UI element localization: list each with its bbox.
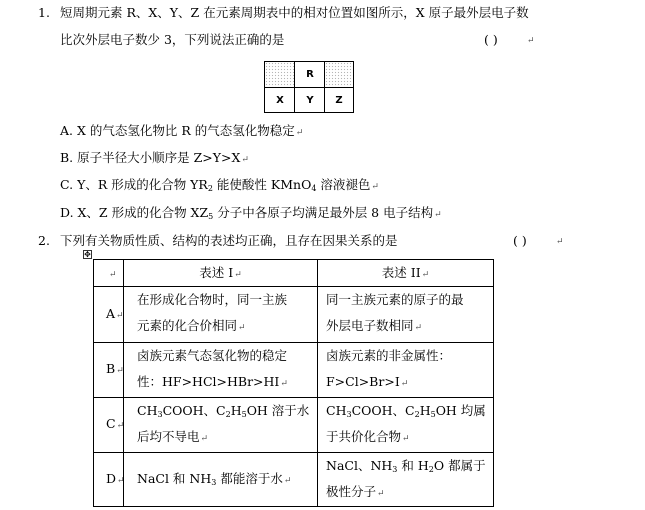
row-a-statement-1: 在形成化合物时，同一主族 元素的化合价相同↵	[137, 292, 288, 333]
row-b-statement-2: 卤族元素的非金属性： F>Cl>Br>I↵	[326, 348, 452, 389]
row-label-c: C↵	[106, 416, 125, 431]
row-c-statement-1: $CH_3COOH$、$C_2H_5OH$ 溶于水 后均不导电↵	[137, 403, 310, 444]
grid-cell-empty	[325, 62, 353, 88]
q2-answer-paren: ( )	[513, 233, 527, 248]
q1-stem-line2: 比次外层电子数少 3，下列说法正确的是	[60, 32, 285, 47]
grid-divider	[265, 87, 353, 88]
q1-answer-paren: ( )	[484, 32, 498, 47]
row-a-statement-2: 同一主族元素的原子的最 外层电子数相同↵	[326, 292, 464, 333]
row-b-statement-1: 卤族元素气态氢化物的稳定 性：HF>HCl>HBr>HI↵	[137, 348, 288, 389]
q2-table	[93, 259, 494, 507]
row-c-statement-2: $CH_3COOH$、$C_2H_5OH$ 均属 于共价化合物↵	[326, 403, 486, 444]
grid-cell-empty	[265, 62, 295, 88]
q2-stem: 下列有关物质性质、结构的表述均正确，且存在因果关系的是	[60, 233, 398, 248]
q1-number: 1.	[38, 5, 50, 20]
q1-option-c: C. Y、R 形成的化合物 $YR_2$ 能使酸性 KMnO$_4$ 溶液褪色↵	[60, 177, 379, 193]
header-corner-mark: ↵	[109, 270, 117, 280]
periodic-position-grid	[264, 61, 354, 113]
paragraph-mark: ↵	[556, 237, 564, 247]
grid-cell-y: Y	[306, 95, 314, 106]
row-d-statement-1: NaCl 和 $NH_3$ 都能溶于水↵	[137, 471, 292, 487]
q1-stem-line1: 短周期元素 R、X、Y、Z 在元素周期表中的相对位置如图所示，X 原子最外层电子数	[60, 5, 529, 20]
q1-option-a: A. X 的气态氢化物比 R 的气态氢化物稳定↵	[60, 123, 304, 138]
grid-cell-x: X	[276, 95, 284, 106]
row-d-statement-2: NaCl、$NH_3$ 和 $H_2O$ 都属于 极性分子↵	[326, 458, 486, 499]
grid-cell-z: Z	[335, 95, 343, 106]
row-label-b: B↵	[106, 361, 124, 376]
table-header-statement-2: 表述 II↵	[381, 265, 430, 280]
table-divider	[317, 260, 318, 506]
row-label-d: D↵	[106, 471, 125, 486]
row-label-a: A↵	[106, 306, 124, 321]
grid-cell-r: R	[306, 69, 314, 80]
q1-option-b: B. 原子半径大小顺序是 Z>Y>X↵	[60, 150, 249, 165]
q1-option-d: D. X、Z 形成的化合物 $XZ_5$ 分子中各原子均满足最外层 8 电子结构↵	[60, 205, 442, 221]
paragraph-mark: ↵	[527, 36, 535, 46]
table-move-handle-icon[interactable]: ✥	[84, 250, 91, 259]
table-header-statement-1: 表述 I↵	[199, 265, 242, 280]
q2-number: 2.	[38, 233, 50, 248]
